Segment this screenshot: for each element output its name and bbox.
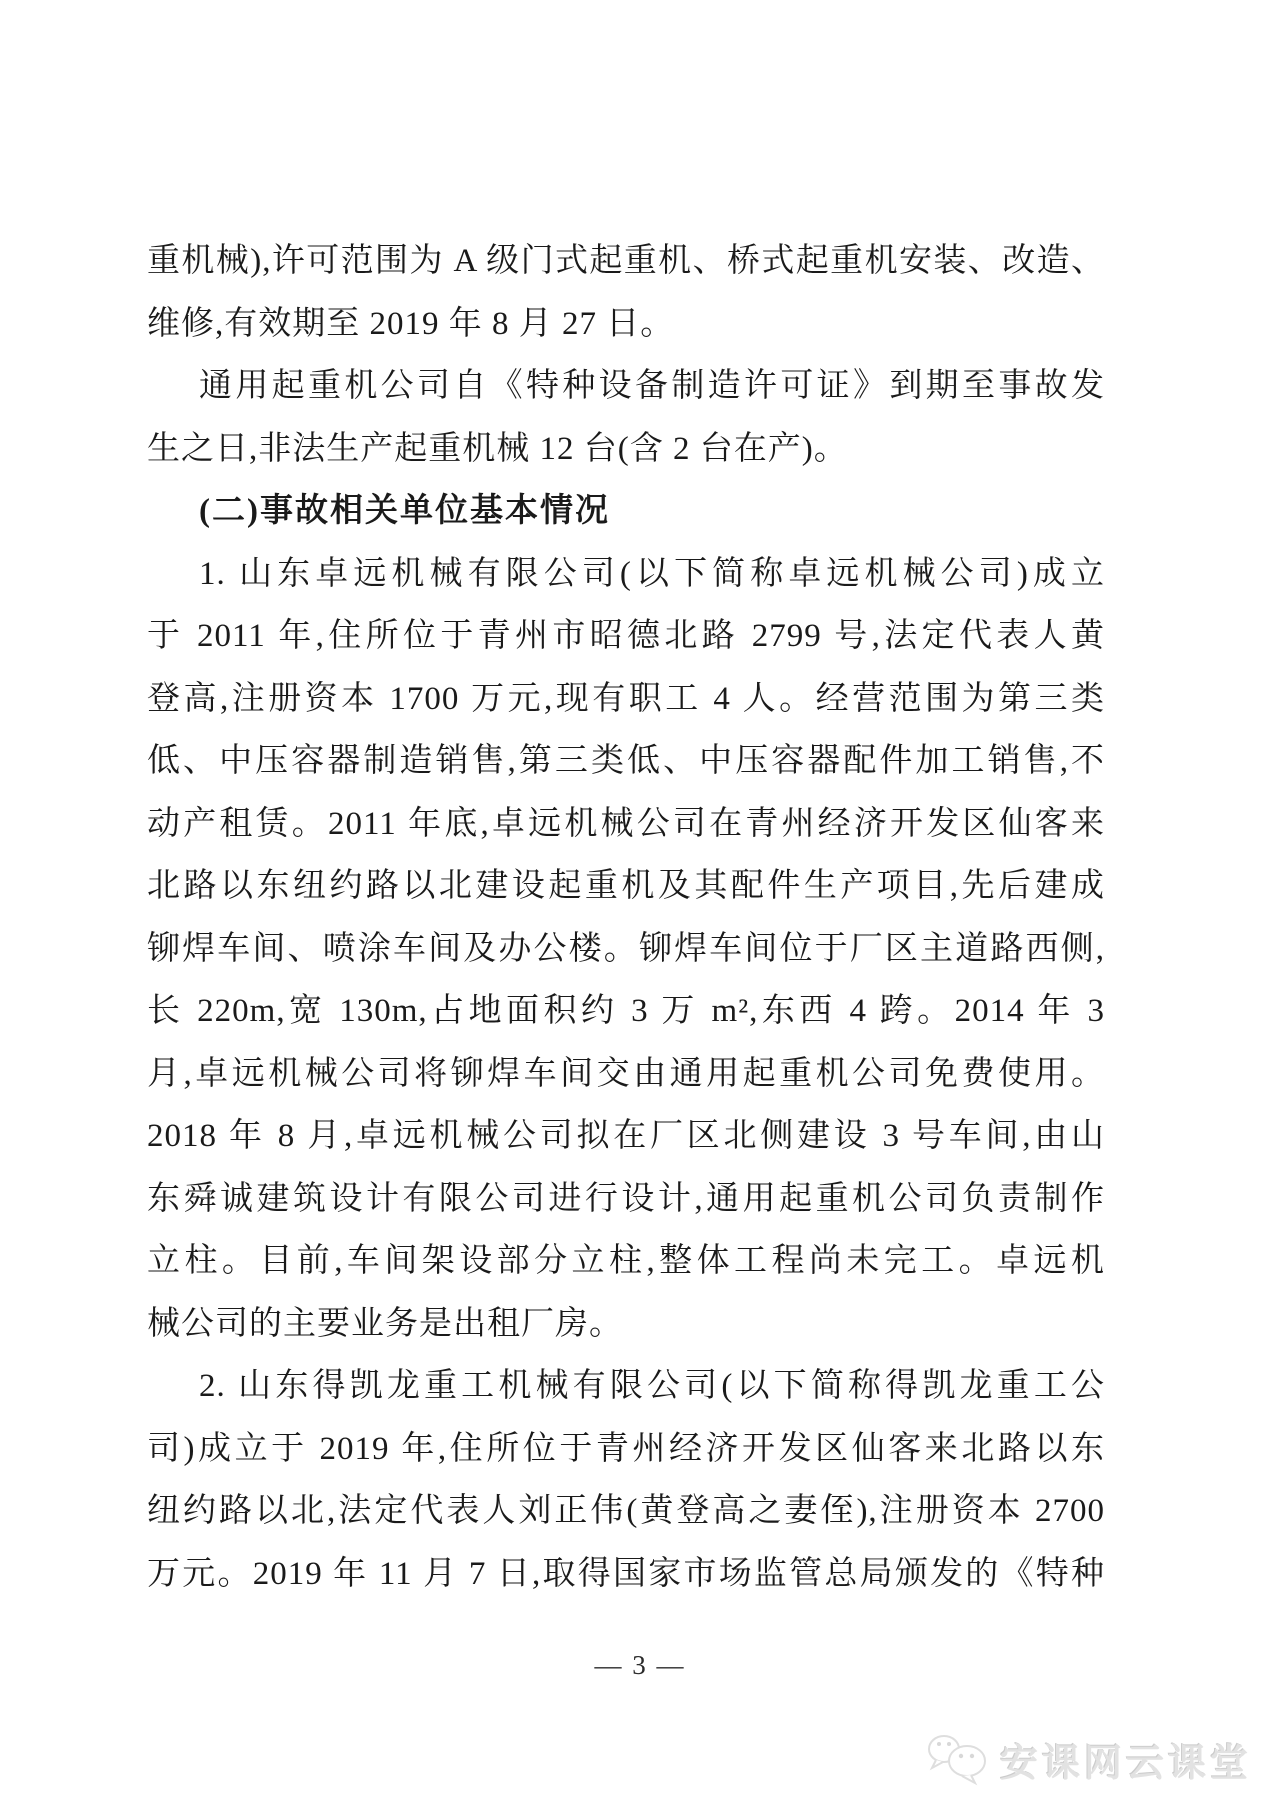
- text-line: 动产租赁。2011 年底,卓远机械公司在青州经济开发区仙客来: [147, 805, 1105, 842]
- text-line: 长 220m,宽 130m,占地面积约 3 万 m²,东西 4 跨。2014 年 3: [147, 993, 1105, 1029]
- text-line: 万元。2019 年 11 月 7 日,取得国家市场监管总局颁发的《特种: [147, 1555, 1105, 1592]
- text-line: 北路以东纽约路以北建设起重机及其配件生产项目,先后建成: [147, 868, 1105, 904]
- chat-bubbles-icon: [922, 1730, 994, 1788]
- text-line: 月,卓远机械公司将铆焊车间交由通用起重机公司免费使用。: [147, 1055, 1105, 1092]
- text-line: 通用起重机公司自《特种设备制造许可证》到期至事故发: [199, 368, 1105, 404]
- text-line: 于 2011 年,住所位于青州市昭德北路 2799 号,法定代表人黄: [147, 618, 1105, 654]
- text-line: 重机械),许可范围为 A 级门式起重机、桥式起重机安装、改造、: [147, 243, 1106, 279]
- text-line: 铆焊车间、喷涂车间及办公楼。铆焊车间位于厂区主道路西侧,: [147, 930, 1105, 967]
- watermark: [922, 1730, 1252, 1788]
- section-heading: (二)事故相关单位基本情况: [199, 493, 610, 529]
- watermark-text: 安课网云课堂: [999, 1742, 1252, 1785]
- text-line: 2. 山东得凯龙重工机械有限公司(以下简称得凯龙重工公: [199, 1368, 1105, 1404]
- text-line: 立柱。目前,车间架设部分立柱,整体工程尚未完工。卓远机: [147, 1243, 1105, 1279]
- text-line: 维修,有效期至 2019 年 8 月 27 日。: [147, 305, 675, 342]
- text-line: 纽约路以北,法定代表人刘正伟(黄登高之妻侄),注册资本 2700: [147, 1493, 1105, 1529]
- page-number: — 3 —: [594, 1650, 686, 1680]
- text-line: 登高,注册资本 1700 万元,现有职工 4 人。经营范围为第三类: [147, 680, 1105, 717]
- text-line: 1. 山东卓远机械有限公司(以下简称卓远机械公司)成立: [199, 555, 1105, 592]
- text-line: 司)成立于 2019 年,住所位于青州经济开发区仙客来北路以东: [147, 1430, 1105, 1467]
- text-line: 东舜诚建筑设计有限公司进行设计,通用起重机公司负责制作: [147, 1180, 1105, 1217]
- text-line: 低、中压容器制造销售,第三类低、中压容器配件加工销售,不: [147, 743, 1105, 779]
- text-line: 2018 年 8 月,卓远机械公司拟在厂区北侧建设 3 号车间,由山: [147, 1118, 1105, 1154]
- text-line: 械公司的主要业务是出租厂房。: [147, 1305, 623, 1342]
- document-lines: [147, 230, 1105, 1605]
- text-line: 生之日,非法生产起重机械 12 台(含 2 台在产)。: [147, 430, 848, 467]
